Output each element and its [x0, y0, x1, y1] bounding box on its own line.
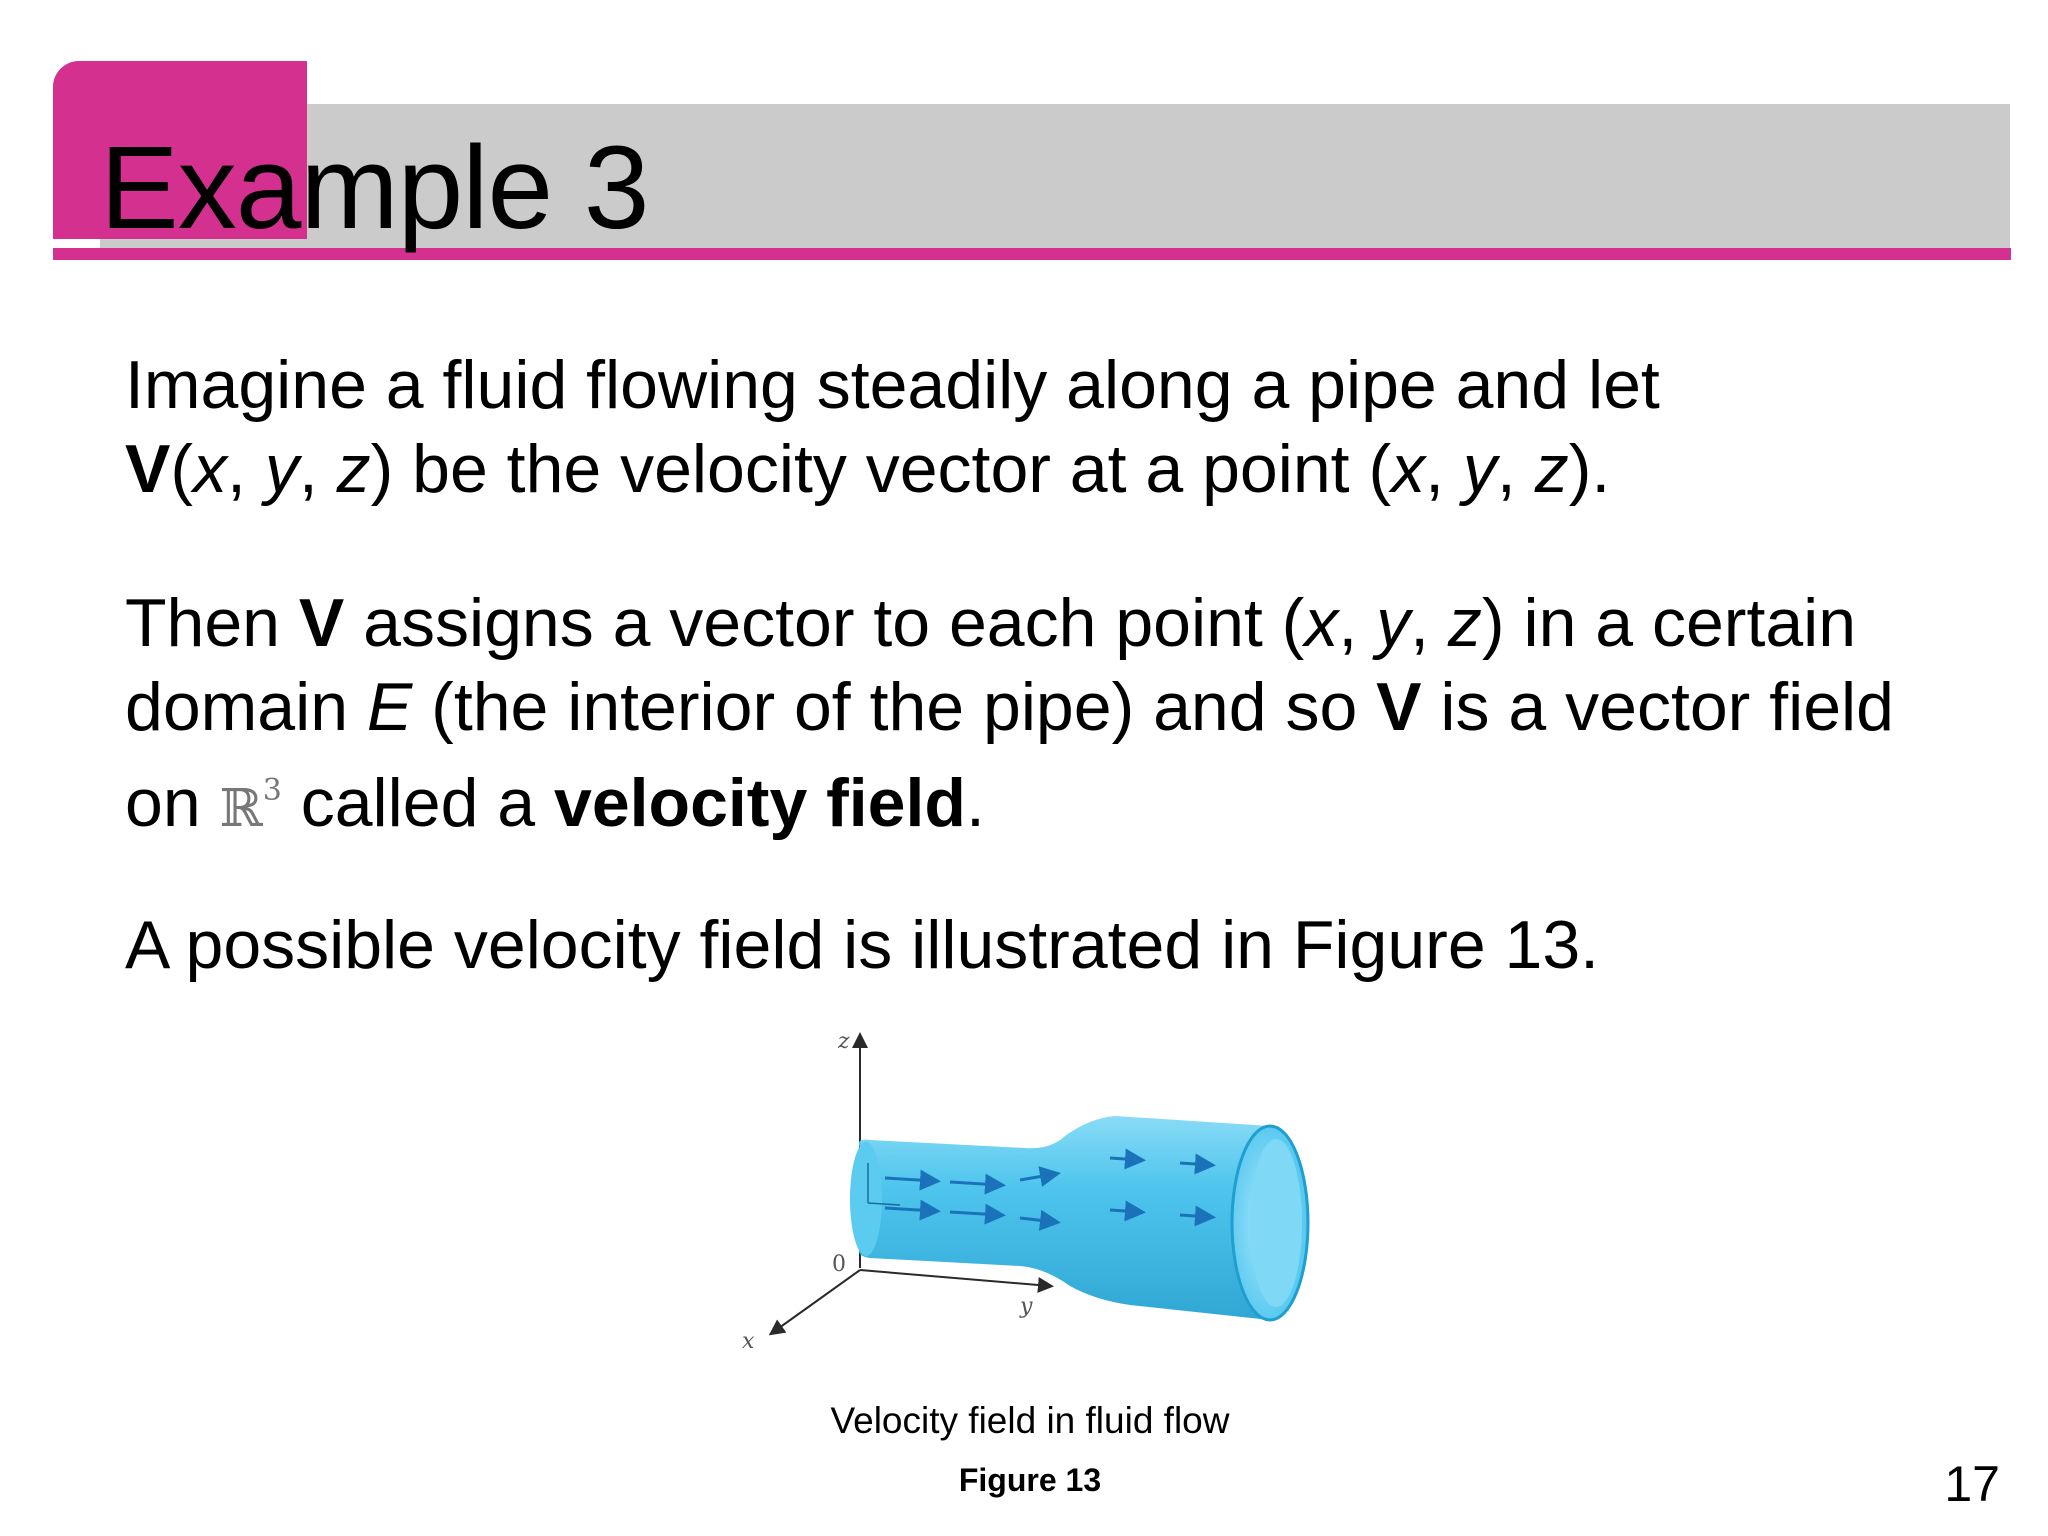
- figure-velocity-field: [720, 1018, 1360, 1368]
- text-run: ) be the velocity vector at a point (: [370, 431, 1392, 507]
- var-z: z: [1534, 431, 1569, 507]
- term-velocity-field: velocity field: [554, 765, 966, 841]
- var-y: y: [1462, 431, 1497, 507]
- text-run: .: [965, 765, 985, 841]
- text-run: ).: [1568, 431, 1611, 507]
- text-run: assigns a vector to each point (: [344, 585, 1305, 661]
- var-x: x: [193, 431, 228, 507]
- var-z: z: [1447, 585, 1482, 661]
- paragraph-line: [125, 427, 1660, 511]
- figure-label: Figure 13: [958, 1462, 1102, 1498]
- axis-label-z: z: [838, 1029, 850, 1054]
- paragraph-velocity-vector: [125, 343, 1660, 511]
- text-run: ) in a certain: [1481, 585, 1857, 661]
- paragraph-line: [125, 749, 1894, 851]
- paragraph-line: [125, 581, 1894, 665]
- text-run: ,: [1410, 585, 1448, 661]
- paragraph-figure-reference: A possible velocity field is illustrated in Figure 13.: [125, 907, 1600, 983]
- var-z: z: [336, 431, 371, 507]
- y-axis: [860, 1270, 1050, 1286]
- text-run: ,: [1338, 585, 1377, 661]
- text-run: ,: [1496, 431, 1535, 507]
- flow-arrow: [1180, 1163, 1210, 1165]
- var-x: x: [1391, 431, 1426, 507]
- text-run: called a: [281, 765, 555, 841]
- flow-arrow: [1180, 1215, 1210, 1217]
- page-number: 17: [1944, 1456, 2000, 1512]
- r-symbol: ℝ: [219, 779, 263, 839]
- pipe-inlet: [850, 1142, 882, 1256]
- var-e: E: [366, 669, 413, 745]
- pipe-outlet-inner: [1250, 1139, 1302, 1307]
- r3-symbol: [219, 773, 282, 839]
- text-run: on: [125, 765, 220, 841]
- bold-v: V: [298, 585, 345, 661]
- text-run: (: [170, 431, 194, 507]
- bold-v: V: [1376, 669, 1422, 745]
- var-y: y: [264, 431, 299, 507]
- paragraph-vector-field: [125, 581, 1894, 851]
- text-run: Then: [125, 585, 299, 661]
- paragraph-line: [125, 665, 1894, 749]
- text-run: domain: [125, 669, 367, 745]
- figure-caption: Velocity field in fluid flow: [830, 1400, 1230, 1441]
- flow-arrow: [1110, 1210, 1140, 1212]
- text-run: is a vector field: [1421, 669, 1894, 745]
- text-run: ,: [1425, 431, 1463, 507]
- origin-label: 0: [832, 1252, 846, 1277]
- x-axis: [772, 1270, 860, 1333]
- var-x: x: [1304, 585, 1339, 661]
- slide-title: Example 3: [100, 122, 649, 254]
- text-run: ,: [298, 431, 337, 507]
- paragraph-line: Imagine a fluid flowing steadily along a pipe and let: [125, 347, 1660, 423]
- axis-label-x: x: [742, 1329, 755, 1354]
- bold-v: V: [125, 431, 171, 507]
- var-y: y: [1376, 585, 1411, 661]
- flow-arrow: [1110, 1158, 1140, 1160]
- text-run: (the interior of the pipe) and so: [412, 669, 1377, 745]
- axis-label-y: y: [1020, 1294, 1033, 1319]
- r-exponent: 3: [262, 773, 282, 808]
- text-run: ,: [227, 431, 265, 507]
